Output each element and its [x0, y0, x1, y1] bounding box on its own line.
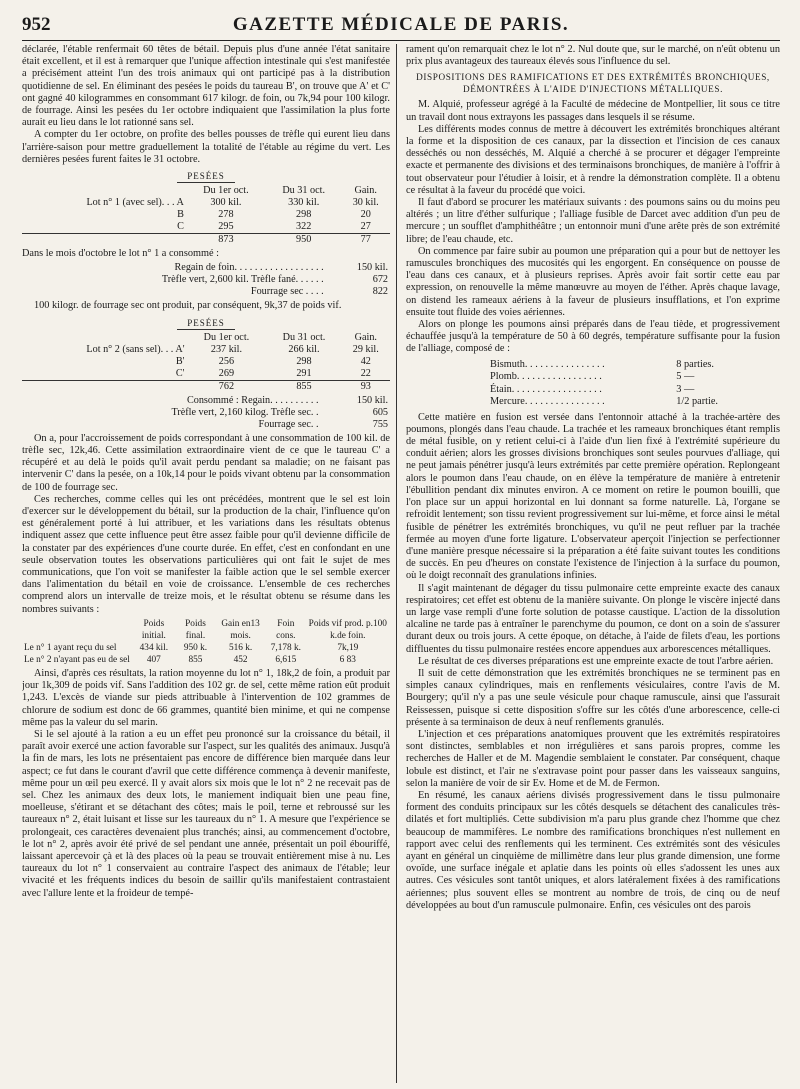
journal-title: GAZETTE MÉDICALE DE PARIS.: [232, 14, 570, 35]
paragraph: Le résultat de ces diverses préparations est une empreinte exacte de tout l'arbre aérien.: [418, 655, 774, 667]
paragraph: Il s'agit maintenant de dégager du tissu pulmonaire cette empreinte exacte des canaux respiratoires; cet effet est obtenu de la manière suivante. On plonge le viscère injecté dans un large vase rempli d'une forte solution de potasse caustique. L'action de la dissolution alcaline ne tarde pas à entraîner le parenchyme du poumon, ce dont on a soin de s'assurer durant deux ou trois jours. A cette époque, on détache, à l'aide de filets d'eau, les portions diffluentes du tissu pulmonaire restées encore appendues aux arborescences métalliques.: [406, 582, 780, 655]
table-total-row: 762 855 93: [22, 380, 390, 393]
table-row: Lot n° 1 (avec sel). . . A 300 kil. 330 kil. 30 kil.: [86, 197, 379, 209]
table-row: Regain de foin. . . . . . . . . . . . . . . . . . 150 kil.: [174, 262, 388, 274]
weighing-table-lot2: [22, 332, 390, 393]
table-row: C 295 322 27: [177, 221, 371, 233]
paragraph: M. Alquié, professeur agrégé à la Faculté de médecine de Montpellier, lit sous ce titre un travail dont nous extrayons les passages dans lesquels il se résume.: [406, 99, 780, 123]
table-row: Le n° 1 ayant reçu du sel 434 kil. 950 k. 516 k. 7,178 k. 7k,19: [24, 642, 359, 653]
alloy-composition-table: [486, 359, 748, 409]
weighing-table-lot1: [22, 185, 390, 246]
paragraph: déclarée, l'étable renfermait 60 têtes de bétail. Depuis plus d'une année l'état sanitaire était excellent, et il est à remarquer que l'unique affection intestinale qui s'est manifestée a précisément atteint l'un des trois animaux qui ont participé pas à la distribution quotidienne de sel. En éliminant des pesées le poids du taureau B', on trouve que A' et C' ont gagné 40 kilogrammes en consommant 617 kilogr. de foin, ou 7k,94 pour 100 kilogr. de fourrage. Ainsi les pesées du 1er octobre indiquaient que l'assimilation la plus forte aurait eu lieu dans le lot rationné sans sel.: [22, 44, 390, 129]
table-row: Trèfle vert, 2,160 kilog. Trèfle sec. . 605: [171, 406, 388, 418]
table-row: Consommé : Regain. . . . . . . . . . 150 kil.: [186, 394, 388, 406]
paragraph: rament qu'on remarquait chez le lot n° 2. Nul doute que, sur le marché, on n'eût obtenu un prix plus avantageux des taureaux élevés sous l'influence du sel.: [406, 44, 780, 68]
paragraph: A compter du 1er octobre, on profite des belles pousses de trèfle qui eurent lieu dans l'arrière-saison pour mettre graduellement la totalité de l'étable au régime du vert. Les dernières pesées furent faites le 31 octobre.: [22, 129, 390, 165]
paragraph: On commence par faire subir au poumon une préparation qui a pour but de nettoyer les ramuscules bronchiques des mucosités qui les engorgent. En conséquence on pousse de l'eau dans ces canaux, et à plusieurs reprises. Après avoir fait sortir cette eau par expression, on renouvelle la même manœuvre au moyen de l'éther. Après chaque lavage, on distend les rameaux aériens à la faveur de plusieurs insufflations, et l'on exprime ensuite tout fluide des voies aériennes.: [406, 245, 780, 318]
page-number: 952: [22, 14, 51, 35]
paragraph: 100 kilogr. de fourrage sec ont produit, par conséquent, 9k,37 de poids vif.: [34, 300, 342, 312]
table-row: C' 269 291 22: [175, 367, 371, 379]
table-total-row: 873 950 77: [22, 234, 390, 247]
table-row: Fourrage sec . . . . 822: [250, 286, 388, 298]
consumption-table-lot1: [22, 262, 390, 298]
paragraph: Il faut d'abord se procurer les matériaux suivants : des poumons sains ou du moins peu altérés ; un litre d'éther sulfurique ; l'alliage fusible de Darcet avec addition d'un peu de mercure ; un soufflet d'amphithéâtre ; un entonnoir muni d'une arête près de son extrémité libre; de l'eau chaude, etc.: [406, 197, 780, 245]
summary-table: [22, 618, 390, 666]
table-row: Bismuth. . . . . . . . . . . . . . . . 8 parties.: [490, 358, 715, 370]
paragraph: Ces recherches, comme celles qui les ont précédées, montrent que le sel est loin d'exercer sur le développement du bétail, sur la production de la chair, l'influence qu'on est généralement porté à lui attribuer, et les variations dans les résultats obtenus indiquent assez que cette influence peut être assez faible pour qu'il devienne difficile de la constater par des expériences d'une courte durée. En effet, c'est en confondant en une seule observation toutes les observations particulières qui ont fait le sujet de mes communications, que l'on voit se manifester la faible action que le sel semble exercer dans l'alimentation du bétail en voie de croissance. L'ensemble de ces recherches comprend alors un intervalle de treize mois, et le résultat obtenu se résume dans les nombres suivants :: [22, 493, 390, 615]
paragraph: Cette matière en fusion est versée dans l'entonnoir attaché à la trachée-artère des poumons, plongés dans l'eau chaude. La trachée et les rameaux bronchiques étant remplis de métal fusible, on y retient celui-ci à l'aide d'un lien fixé à l'extrémité supérieure du conduit aérien; alors les grosses divisions bronchiques sont seules pourvues d'alliage, qui ne peut jamais pénétrer jusqu'à leurs extrémités par cette première opération. Replongeant alors le poumon dans l'eau chaude, on en élève la température de manière à entretenir l'ébullition pendant dix minutes environ. A ce moment on retire le poumon bouilli, que l'on place sur un appui horizontal en lui donnant sa forme naturelle. Là, l'organe se refroidit lentement; son tissu revient progressivement sur lui-même, et force ainsi le métal fusible de pénétrer les extrémités bronchiques, vu qu'il ne peut refluer par la trachée fermée au moyen d'une forte ligature. L'observateur aperçoit l'injection se perfectionner d'une manière presque nécessaire si la préparation a été faite suivant toutes les conditions de succès. En peu d'heures on constate l'existence de l'injection à la surface du poumon, où le doigt reconnaît des granulations infinies.: [406, 411, 780, 582]
paragraph: On a, pour l'accroissement de poids correspondant à une consommation de 100 kil. de trèfle sec, 12k,46. Cette assimilation extraordinaire vient de ce que le taureau C' a récupéré et au delà le poids qu'il avait perdu pendant sa maladie; on ne faisant pas intervenir C' dans la pesée, on a 10k,14 pour le poids vivant obtenu par la consommation de 100 de fourrage sec.: [22, 432, 390, 493]
table-header-row: Du 1er oct. Du 31 oct. Gain.: [203, 331, 377, 343]
paragraph: Ainsi, d'après ces résultats, la ration moyenne du lot n° 1, 18k,2 de foin, a produit par jour 1k,309 de poids vif. Sans l'addition des 102 gr. de sel, cette même ration eût produit 1,243. L'excès de viande sur pieds attribuable à l'intervention de 102 grammes de chlorure de sodium est donc de 66 grammes, quantité bien minime, et qui ne compense même pas la valeur du sel marin.: [22, 667, 390, 728]
column-divider: [396, 44, 397, 1083]
table-caption: PESÉES: [22, 170, 390, 183]
paragraph: Les différents modes connus de mettre à découvert les extrémités bronchiques altérant la forme et la disposition de ces canaux, par la dissection et l'incision de ces canaux desséchés ou non desséchés, M. Alquié a cherché à se procurer et dégager l'empreinte exacte et permanente des divisions et des terminaisons bronchiques, de manière à l'offrir à tout observateur pour l'étudier à loisir, et à rendre la démonstration complète. Il a obtenu ce résultat à la faveur du procédé que voici.: [406, 123, 780, 196]
table-row: B' 256 298 42: [175, 355, 371, 367]
paragraph: Alors on plonge les poumons ainsi préparés dans de l'eau tiède, et progressivement échauffée jusqu'à la température de 50 à 60 degrés, température suffisante pour la fusion de l'alliage, composé de :: [406, 319, 780, 355]
table-row: Étain. . . . . . . . . . . . . . . . . . 3 —: [490, 383, 695, 395]
paragraph: Il suit de cette démonstration que les extrémités bronchiques ne se terminent pas en simples canaux cylindriques, mais en renflements vésiculaires, contre l'avis de M. Bourgery; qu'il n'y a pas une seule vésicule pour chaque ramuscule, ainsi que l'assurait Reissessen, puisque si cette disposition s'offre sur les côtés d'une arborescence, celle-ci présente à sa terminaison de deux à neuf renflements granulés.: [406, 667, 780, 728]
paragraph: Si le sel ajouté à la ration a eu un effet peu prononcé sur la croissance du bétail, il paraît avoir exercé une action favorable sur l'aspect, sur les qualités des animaux. Jusqu'à la fin de mars, les lots ne présentaient pas encore de différence bien marquée dans leur aspect; ce fut dans le courant d'avril que cette différence commença à devenir manifeste, même pour un œil peu exercé. Il y avait alors six mois que le lot n° 2 ne recevait pas de sel. Chez les animaux des deux lots, le maniement indiquait bien une peau fine, moelleuse, s'étirant et se détachant des côtes; mais le poil, terne et rebroussé sur les taureaux n° 2, était luisant et lisse sur les taureaux du n° 1. A mesure que l'expérience se prolongeait, ces caractères devenaient plus tranchés; ainsi, au commencement d'octobre, le lot n° 2, après avoir été privé de sel pendant une année, présentait un poil ébouriffé, laissant apercevoir çà et là des places où la peau se trouvait entièrement mise à nu. Les taureaux du lot n° 1 conservaient au contraire l'aspect des animaux de l'étable; leur vivacité et les fréquents indices du besoin de saillir qu'ils manifestaient contrastaient avec l'allure lente et la froideur de tempé-: [22, 728, 390, 899]
table-row: Mercure. . . . . . . . . . . . . . . . 1/2 partie.: [490, 396, 719, 408]
table-caption: PESÉES: [22, 317, 390, 330]
table-row: Le n° 2 n'ayant pas eu de sel 407 855 452 6,615 6 83: [24, 654, 356, 665]
page-header: [22, 14, 780, 41]
table-row: Lot n° 2 (sans sel). . . A' 237 kil. 266 kil. 29 kil.: [86, 343, 379, 355]
table-row: Plomb. . . . . . . . . . . . . . . . . 5 —: [490, 371, 695, 383]
right-column: [406, 44, 780, 1083]
table-row: Fourrage sec. . 755: [258, 418, 388, 430]
table-header-row: Poids initial. Poids final. Gain en13 mois. Foin cons. Poids vif prod. p.100 k.de foin.: [141, 618, 387, 641]
section-heading: DISPOSITIONS DES RAMIFICATIONS ET DES EXTRÉMITÉS BRONCHIQUES, DÉMONTRÉES À L'AIDE D'INJECTIONS MÉTALLIQUES.: [416, 72, 770, 94]
paragraph: Dans le mois d'octobre le lot n° 1 a consommé :: [22, 248, 219, 260]
table-row: Trèfle vert, 2,600 kil. Trèfle fané. . . . . . 672: [161, 274, 388, 286]
two-column-body: [22, 44, 780, 1083]
table-header-row: Du 1er oct. Du 31 oct. Gain.: [203, 185, 377, 197]
consumption-table-lot2: [22, 395, 390, 431]
paragraph: L'injection et ces préparations anatomiques prouvent que les extrémités respiratoires sont distinctes, semblables et non irrégulières et sans parois propres, comme les recherches de Haller et de M. Magendie semblaient le constater. Par conséquent, chaque lobule est distinct, et l'air ne s'extravase point pour passer dans les vaisseaux sanguins, selon la manière de voir de sir Ev. Home et de M. de Fermon.: [406, 728, 780, 789]
table-row: B 278 298 20: [177, 209, 371, 221]
paragraph: En résumé, les canaux aériens divisés progressivement dans le tissu pulmonaire forment des conduits principaux sur les côtés desquels se détachent des canalicules très-dilatés et fort multipliés. Cette subdivision m'a paru plus grande chez l'homme que chez beaucoup de mammifères. Le nombre des ramifications bronchiques n'est nullement en rapport avec celui des renflements qui les terminent. Ces extrémités sont des vésicules ayant en général un cinquième de millimètre dans leur plus grande dimension, une forme ovoïde, une surface inégale et aplatie dans les points où elles s'adossent les unes aux autres. Ces vésicules sont tantôt uniques, et alors latéralement fixées à des ramifications aériennes; plus souvent elles se montrent au nombre de trois, de cinq ou de neuf développées au bout d'un ramuscule pulmonaire. Enfin, ces vésicules ont des parois: [406, 789, 780, 911]
left-column: [22, 44, 390, 1083]
